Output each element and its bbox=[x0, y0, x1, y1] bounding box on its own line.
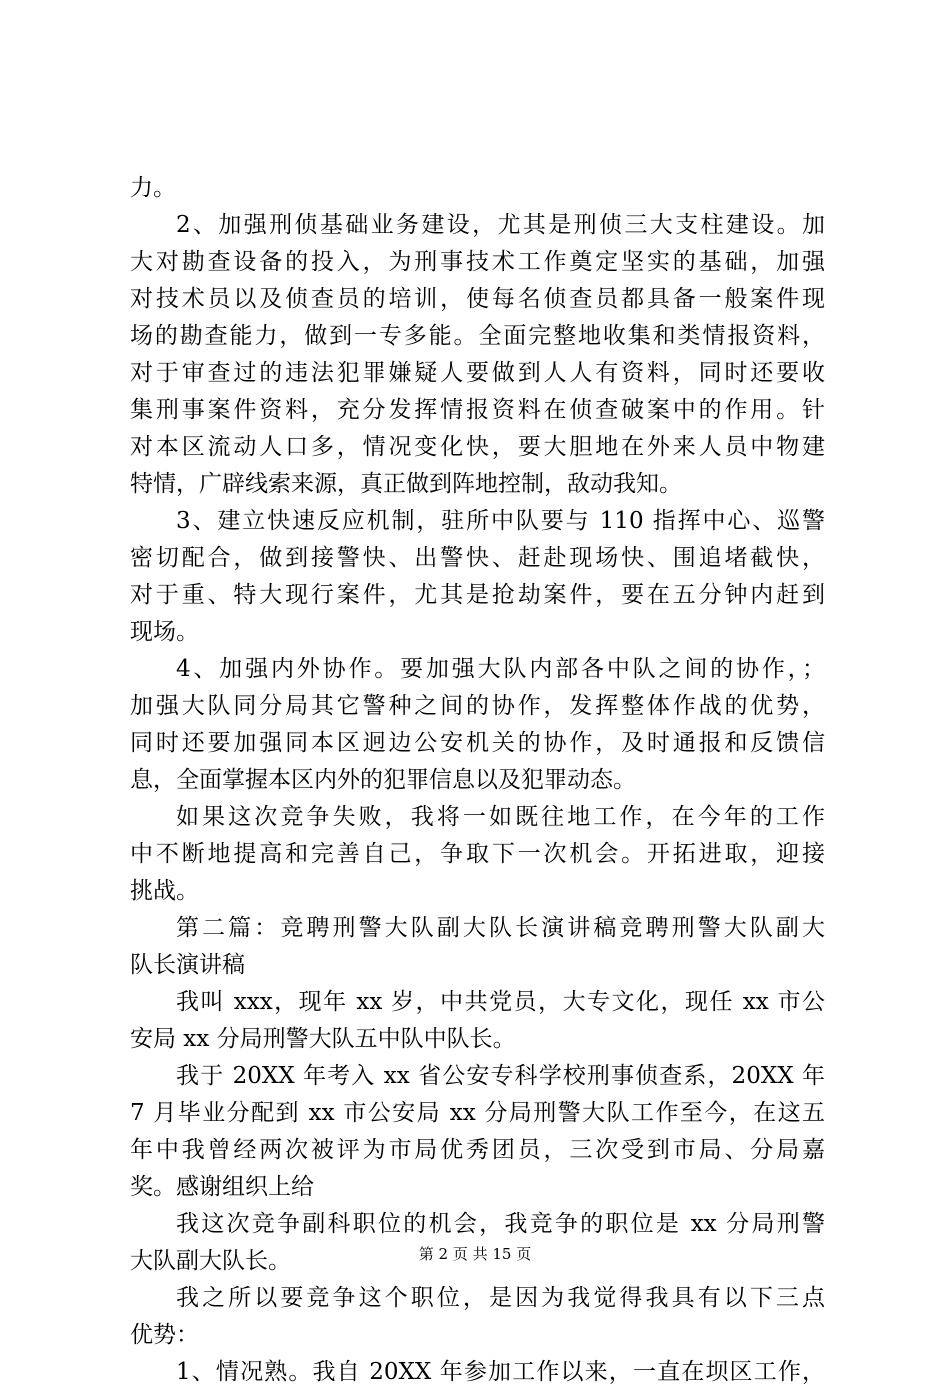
text-line: 对于重、特大现行案件，尤其是抢劫案件，要在五分钟内赶到 bbox=[130, 582, 825, 608]
text-line: 对于审查过的违法犯罪嫌疑人要做到人人有资料，同时还要收 bbox=[130, 360, 825, 386]
text-line: 特情，广辟线索来源，真正做到阵地控制，敌动我知。 bbox=[130, 471, 682, 497]
text-line: 挑战。 bbox=[130, 878, 199, 904]
text-line: 优势： bbox=[130, 1322, 199, 1348]
text-line: 4、加强内外协作。要加强大队内部各中队之间的协作，； bbox=[176, 656, 825, 682]
text-line: 中不断地提高和完善自己，争取下一次机会。开拓进取，迎接 bbox=[130, 841, 825, 867]
text-line: 息，全面掌握本区内外的犯罪信息以及犯罪动态。 bbox=[130, 767, 636, 793]
text-line: 第二篇：竞聘刑警大队副大队长演讲稿竞聘刑警大队副大 bbox=[176, 915, 825, 941]
text-line: 现场。 bbox=[130, 619, 199, 645]
document-body bbox=[130, 170, 825, 1391]
text-line: 7 月毕业分配到 xx 市公安局 xx 分局刑警大队工作至今，在这五 bbox=[130, 1100, 825, 1126]
text-line: 1、情况熟。我自 20XX 年参加工作以来，一直在坝区工作， bbox=[176, 1359, 825, 1385]
text-line: 3、建立快速反应机制，驻所中队要与 110 指挥中心、巡警 bbox=[176, 508, 825, 534]
text-line: 队长演讲稿 bbox=[130, 952, 245, 978]
page-footer: 第 2 页 共 15 页 bbox=[418, 1245, 532, 1263]
text-line: 如果这次竞争失败，我将一如既往地工作，在今年的工作 bbox=[176, 804, 825, 830]
text-line: 对本区流动人口多，情况变化快，要大胆地在外来人员中物建 bbox=[130, 434, 825, 460]
text-line: 场的勘查能力，做到一专多能。全面完整地收集和类情报资料， bbox=[130, 323, 825, 349]
text-line: 我之所以要竞争这个职位，是因为我觉得我具有以下三点 bbox=[176, 1285, 825, 1311]
text-line: 2、加强刑侦基础业务建设，尤其是刑侦三大支柱建设。加 bbox=[176, 212, 825, 238]
text-line: 年中我曾经两次被评为市局优秀团员，三次受到市局、分局嘉 bbox=[130, 1137, 825, 1163]
text-line: 大对勘查设备的投入，为刑事技术工作奠定坚实的基础，加强 bbox=[130, 249, 825, 275]
text-line: 力。 bbox=[130, 175, 176, 201]
text-line: 奖。感谢组织上给 bbox=[130, 1174, 314, 1200]
text-line: 我这次竞争副科职位的机会，我竞争的职位是 xx 分局刑警 bbox=[176, 1211, 825, 1237]
text-line: 集刑事案件资料，充分发挥情报资料在侦查破案中的作用。针 bbox=[130, 397, 825, 423]
text-line: 加强大队同分局其它警种之间的协作，发挥整体作战的优势， bbox=[130, 693, 825, 719]
text-line: 安局 xx 分局刑警大队五中队中队长。 bbox=[130, 1026, 516, 1052]
text-line: 同时还要加强同本区迥边公安机关的协作，及时通报和反馈信 bbox=[130, 730, 825, 756]
text-line: 密切配合，做到接警快、出警快、赶赴现场快、围追堵截快， bbox=[130, 545, 825, 571]
text-line: 大队副大队长。 bbox=[130, 1248, 291, 1274]
text-line: 我于 20XX 年考入 xx 省公安专科学校刑事侦查系，20XX 年 bbox=[176, 1063, 825, 1089]
text-line: 我叫 xxx，现年 xx 岁，中共党员，大专文化，现任 xx 市公 bbox=[176, 989, 825, 1015]
text-line: 对技术员以及侦查员的培训，使每名侦查员都具备一般案件现 bbox=[130, 286, 825, 312]
